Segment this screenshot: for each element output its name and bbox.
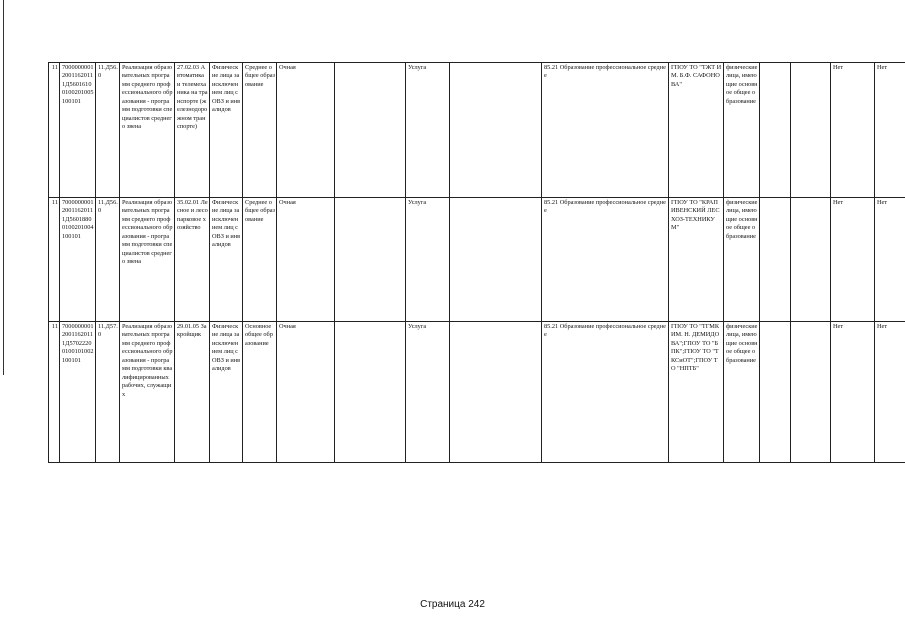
paid-flag: Нет (831, 63, 875, 198)
empty-cell (450, 198, 542, 322)
education-level: Среднее общее образование (243, 63, 277, 198)
table-row (49, 63, 905, 198)
empty-cell (760, 198, 791, 322)
empty-cell (335, 198, 406, 322)
consumer-category: Физические лица за исключением лиц с ОВЗ и инвалидов (210, 198, 243, 322)
study-form: Очная (277, 198, 335, 322)
institutions-list: ГПОУ ТО "КРАПИВЕНСКИЙ ЛЕСХОЗ-ТЕХНИКУМ" (669, 198, 724, 322)
empty-cell (760, 322, 791, 463)
consumers: физические лица, имеющие основное общее образование (724, 198, 760, 322)
education-level: Среднее общее образование (243, 198, 277, 322)
specialty: 35.02.01 Лесное и лесопарковое хозяйство (175, 198, 210, 322)
specialty: 27.02.03 Автоматика и телемеханика на транспорте (железнодорожном транспорте) (175, 63, 210, 198)
service-subcode: 11.Д57.0 (96, 322, 120, 463)
left-margin-line (3, 0, 4, 375)
service-kind: Услуга (406, 198, 450, 322)
services-registry-table (48, 62, 905, 463)
page-number-footer: Страница 242 (420, 599, 485, 610)
specialty: 29.01.05 Закройщик (175, 322, 210, 463)
empty-cell (791, 63, 831, 198)
row-number: 11 (49, 198, 60, 322)
paid-flag: Нет (831, 198, 875, 322)
empty-cell (791, 322, 831, 463)
row-number: 11 (49, 63, 60, 198)
registry-code: 700000000120011620111Д56016100100201005100101 (60, 63, 96, 198)
table-row (49, 322, 905, 463)
consumer-category: Физические лица за исключением лиц с ОВЗ и инвалидов (210, 63, 243, 198)
study-form: Очная (277, 63, 335, 198)
service-kind: Услуга (406, 322, 450, 463)
registry-code: 700000000120011620111Д57022200100101002100101 (60, 322, 96, 463)
okved-code: 85.21 Образование профессиональное среднее (542, 63, 669, 198)
consumers: физические лица, имеющие основное общее образование (724, 63, 760, 198)
empty-cell (335, 322, 406, 463)
service-name: Реализация образовательных программ среднего профессионального образования - программ подготовки специалистов среднего звена (120, 198, 175, 322)
registry-code: 700000000120011620111Д56018800100201004100101 (60, 198, 96, 322)
table-row (49, 198, 905, 322)
okved-code: 85.21 Образование профессиональное среднее (542, 198, 669, 322)
consumers: физические лица, имеющие основное общее образование (724, 322, 760, 463)
study-form: Очная (277, 322, 335, 463)
service-name: Реализация образовательных программ среднего профессионального образования - программ подготовки квалифицированных рабочих, служащих (120, 322, 175, 463)
empty-cell (760, 63, 791, 198)
empty-cell (450, 63, 542, 198)
empty-cell (335, 63, 406, 198)
service-subcode: 11.Д56.0 (96, 63, 120, 198)
service-name: Реализация образовательных программ среднего профессионального образования - программ подготовки специалистов среднего звена (120, 63, 175, 198)
empty-cell (450, 322, 542, 463)
okved-code: 85.21 Образование профессиональное среднее (542, 322, 669, 463)
restriction-flag: Нет (875, 322, 905, 463)
row-number: 11 (49, 322, 60, 463)
institutions-list: ГПОУ ТО "ТГМК ИМ. Н. ДЕМИДОВА";ГПОУ ТО "БПК";ГПОУ ТО "ТКСиОТ";ГПОУ ТО "НПТБ" (669, 322, 724, 463)
paid-flag: Нет (831, 322, 875, 463)
consumer-category: Физические лица за исключением лиц с ОВЗ и инвалидов (210, 322, 243, 463)
institutions-list: ГПОУ ТО "ТЖТ ИМ. Б.Ф. САФОНОВА" (669, 63, 724, 198)
service-subcode: 11.Д56.0 (96, 198, 120, 322)
education-level: Основное общее образование (243, 322, 277, 463)
service-kind: Услуга (406, 63, 450, 198)
restriction-flag: Нет (875, 198, 905, 322)
restriction-flag: Нет (875, 63, 905, 198)
empty-cell (791, 198, 831, 322)
